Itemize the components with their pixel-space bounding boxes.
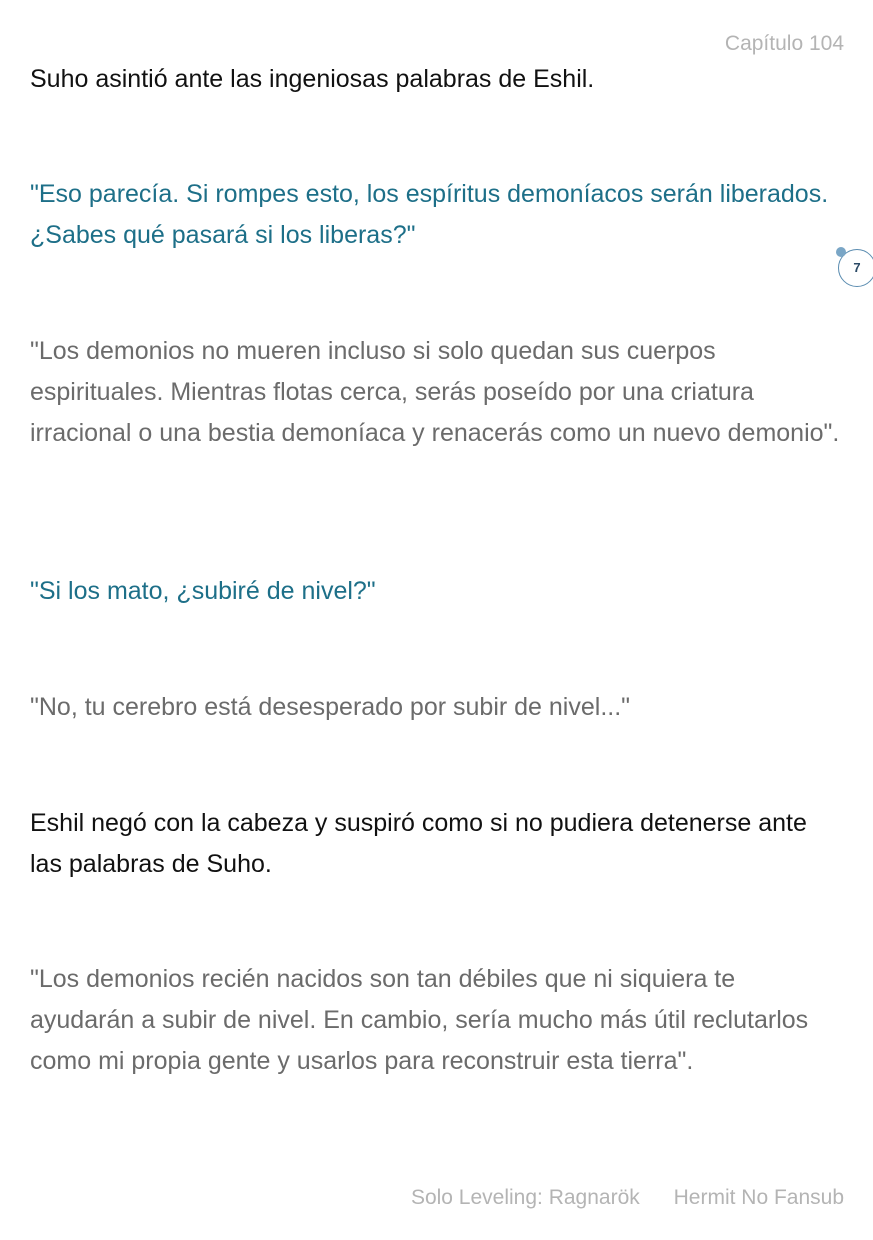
dialogue-paragraph: "Si los mato, ¿subiré de nivel?"	[30, 577, 376, 605]
paragraph-comment-button[interactable]	[838, 249, 873, 287]
translator-group: Hermit No Fansub	[673, 1186, 844, 1209]
chapter-label: Capítulo 104	[724, 32, 844, 55]
dialogue-paragraph: "No, tu cerebro está desesperado por subir de nivel..."	[30, 693, 631, 721]
page-footer	[411, 1186, 844, 1210]
series-title: Solo Leveling: Ragnarök	[410, 1186, 640, 1209]
dialogue-paragraph: "Los demonios no mueren incluso si solo quedan sus cuerpos espirituales. Mientras flotas cerca, serás poseído por una criatura irracional o una bestia demoníaca y renacerás como un nuevo demonio".	[30, 337, 840, 447]
comment-count: 7	[853, 260, 861, 275]
narration-paragraph: Suho asintió ante las ingeniosas palabras de Eshil.	[30, 65, 595, 93]
dialogue-paragraph: "Eso parecía. Si rompes esto, los espíritus demoníacos serán liberados. ¿Sabes qué pasará si los liberas?"	[30, 180, 829, 249]
narration-paragraph: Eshil negó con la cabeza y suspiró como si no pudiera detenerse ante las palabras de Suho.	[30, 809, 807, 878]
dialogue-paragraph: "Los demonios recién nacidos son tan débiles que ni siquiera te ayudarán a subir de nivel. En cambio, sería mucho más útil reclutarlos como mi propia gente y usarlos para reconstruir esta tierra".	[30, 965, 809, 1075]
